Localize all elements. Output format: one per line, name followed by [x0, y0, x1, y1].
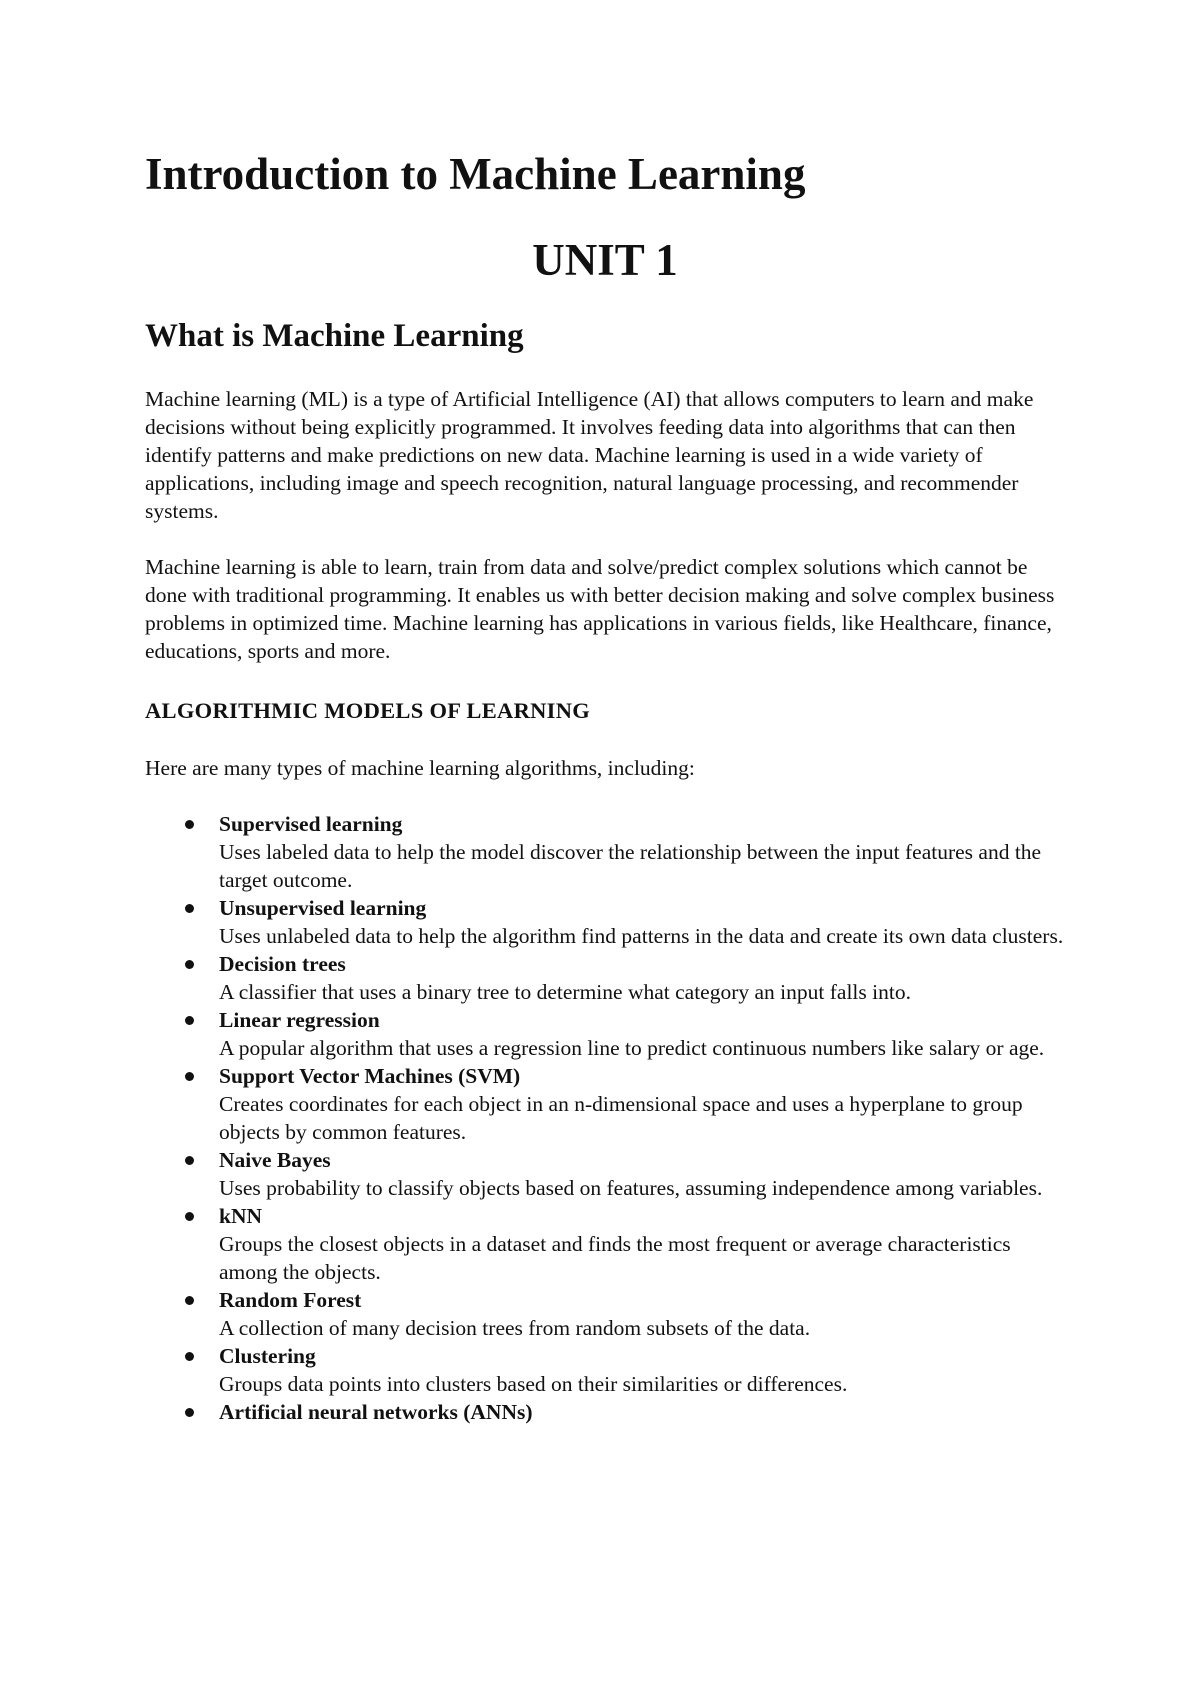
algorithmic-models-heading: ALGORITHMIC MODELS OF LEARNING	[145, 698, 591, 723]
bullet-icon	[185, 1212, 194, 1221]
algorithm-description: A collection of many decision trees from random subsets of the data.	[219, 1316, 811, 1340]
algorithm-name: Linear regression	[219, 1008, 380, 1032]
algorithm-description: Groups the closest objects in a dataset and finds the most frequent or average characteristics among the objects.	[219, 1232, 1011, 1284]
unit-title: UNIT 1	[532, 235, 678, 285]
bullet-icon	[185, 1408, 194, 1417]
list-item	[145, 1398, 1065, 1426]
algorithm-description: A popular algorithm that uses a regression line to predict continuous numbers like salary or age.	[219, 1036, 1045, 1060]
list-item	[145, 950, 1065, 1006]
bullet-icon	[185, 1072, 194, 1081]
algorithm-description: A classifier that uses a binary tree to determine what category an input falls into.	[219, 980, 911, 1004]
section-heading: What is Machine Learning	[145, 318, 524, 354]
algorithm-name: kNN	[219, 1204, 263, 1228]
paragraph-ml-capabilities: Machine learning is able to learn, train from data and solve/predict complex solutions which cannot be done with traditional programming. It enables us with better decision making and solve complex business problems in optimized time. Machine learning has applications in various fields, like Healthcare, finance, educations, sports and more.	[145, 555, 1055, 663]
algorithm-description: Groups data points into clusters based on their similarities or differences.	[219, 1372, 848, 1396]
list-item	[145, 1062, 1065, 1146]
list-item	[145, 1202, 1065, 1286]
document-title: Introduction to Machine Learning	[145, 149, 806, 199]
bullet-icon	[185, 904, 194, 913]
list-item	[145, 810, 1065, 894]
algorithm-name: Supervised learning	[219, 812, 403, 836]
list-item	[145, 1286, 1065, 1342]
algorithm-description: Uses labeled data to help the model discover the relationship between the input features and the target outcome.	[219, 840, 1042, 892]
algorithm-name: Naive Bayes	[219, 1148, 331, 1172]
bullet-icon	[185, 1296, 194, 1305]
algorithm-description: Uses probability to classify objects based on features, assuming independence among variables.	[219, 1176, 1043, 1200]
algorithm-description: Uses unlabeled data to help the algorithm find patterns in the data and create its own data clusters.	[219, 924, 1064, 948]
algorithm-name: Unsupervised learning	[219, 896, 427, 920]
bullet-icon	[185, 1156, 194, 1165]
algorithm-name: Support Vector Machines (SVM)	[219, 1064, 521, 1088]
algorithm-name: Artificial neural networks (ANNs)	[219, 1400, 533, 1424]
algorithm-description: Creates coordinates for each object in an n-dimensional space and uses a hyperplane to group objects by common features.	[219, 1092, 1023, 1144]
bullet-icon	[185, 1352, 194, 1361]
algorithm-name: Random Forest	[219, 1288, 362, 1312]
list-item	[145, 894, 1065, 950]
algorithm-list	[145, 810, 1065, 1426]
algorithm-name: Clustering	[219, 1344, 316, 1368]
bullet-icon	[185, 1016, 194, 1025]
paragraph-ml-definition: Machine learning (ML) is a type of Artificial Intelligence (AI) that allows computers to learn and make decisions without being explicitly programmed. It involves feeding data into algorithms that can then identify patterns and make predictions on new data. Machine learning is used in a wide variety of applications, including image and speech recognition, natural language processing, and recommender systems.	[145, 387, 1034, 523]
list-item	[145, 1342, 1065, 1398]
list-item	[145, 1146, 1065, 1202]
algorithms-intro: Here are many types of machine learning algorithms, including:	[145, 756, 695, 780]
bullet-icon	[185, 820, 194, 829]
bullet-icon	[185, 960, 194, 969]
algorithm-name: Decision trees	[219, 952, 346, 976]
list-item	[145, 1006, 1065, 1062]
